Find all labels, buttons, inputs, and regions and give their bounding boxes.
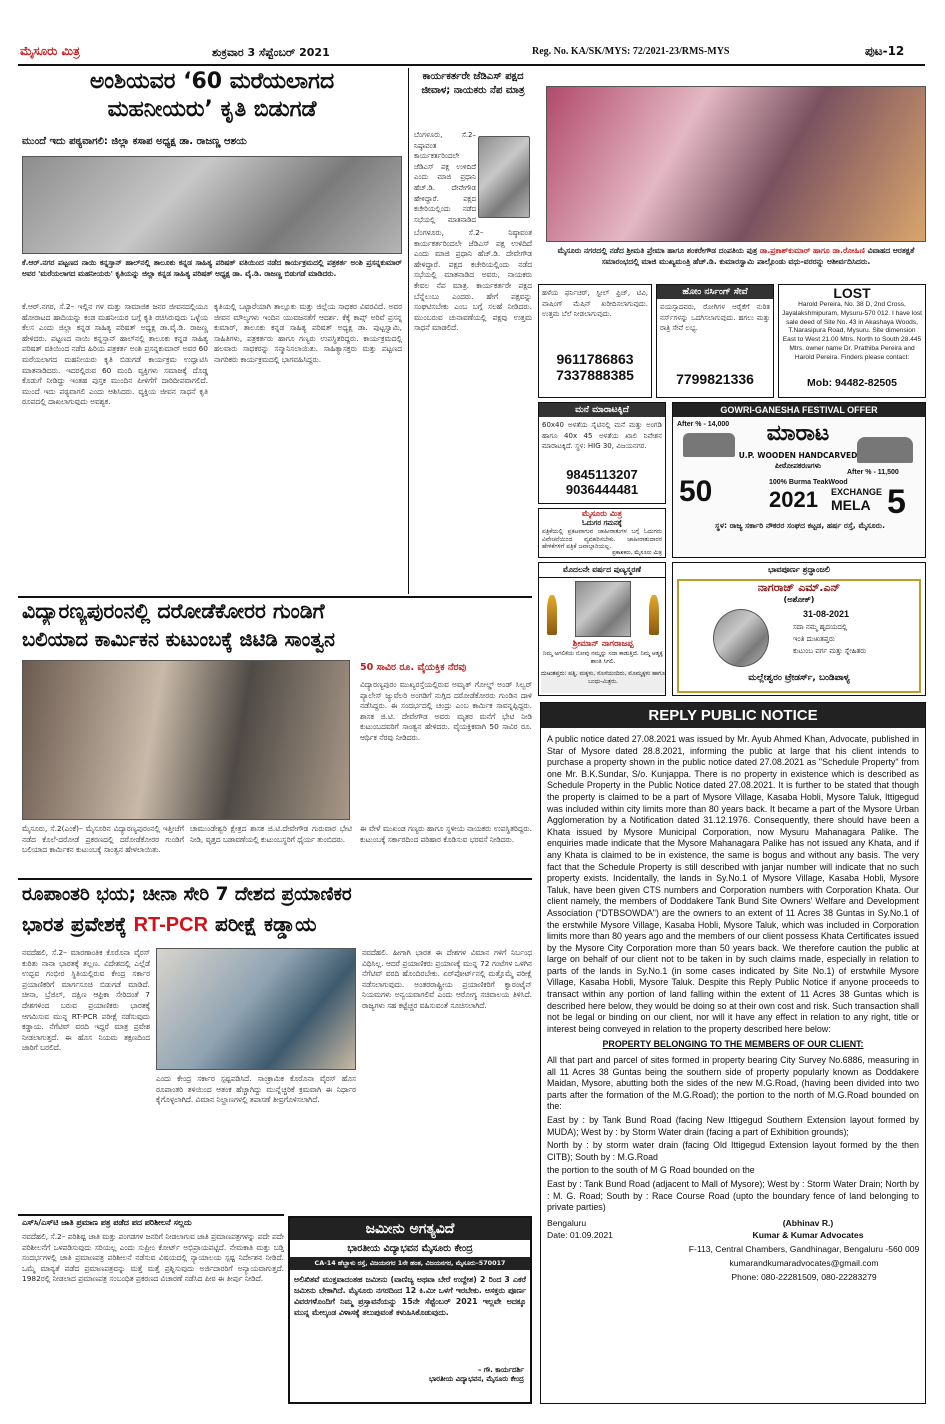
story5-headline: ಎಸ್‌ಸಿ/ಎಸ್‌ಟಿ ಜಾತಿ ಪ್ರಮಾಣ ಪತ್ರ ಪಡೆದ ಪದ ಪರಿಶೀಲನೆ ಸಲ್ಲದು xyxy=(22,1218,192,1227)
mitra-notice-subtitle: ಓದುಗರ ಗಮನಕ್ಕೆ xyxy=(582,519,622,527)
memorial-1-name: ಶ್ರೀಮಾನ್ ನಾಗರಾಜಪ್ಪ xyxy=(572,639,634,649)
gowri-ad-year: 2021 xyxy=(769,487,818,512)
story4-headline-line1: ರೂಪಾಂತರಿ ಭಯ; ಚೀನಾ ಸೇರಿ 7 ದೇಶದ ಪ್ರಯಾಣಿಕರ xyxy=(22,884,352,905)
classified-ad-1 xyxy=(538,284,652,398)
mitra-notice-sign: ಪ್ರಕಾಶಕರು, ಮೈಸೂರು ಮಿತ್ರ xyxy=(612,550,662,556)
memorial-2-alias: (ಅಶೋಕ್) xyxy=(783,595,815,604)
land-ad-sign-2: ಭಾರತೀಯ ವಿದ್ಯಾಭವನ, ಮೈಸೂರು ಕೇಂದ್ರ xyxy=(429,1375,524,1383)
story1-photo xyxy=(22,156,402,254)
story4-headline-part-c: ಪರೀಕ್ಷೆ ಕಡ್ಡಾಯ xyxy=(215,912,317,936)
story2-body: ಬೆಂಗಳೂರು, ಸೆ.2– ನಿಷ್ಠಾವಂತ ಕಾರ್ಯಕರ್ತರಿಂದಲೇ ಜೆಡಿಎಸ್ ಪಕ್ಷ ಉಳಿದಿದೆ ಎಂದು ಮಾಜಿ ಪ್ರಧಾನಿ ಹೆಚ್.ಡಿ. ದೇವೇಗೌಡ ಹೇಳಿದ್ದಾರೆ. ಪಕ್ಷದ ಕಚೇರಿಯಲ್ಲಿಂದು ನಡೆದ ಸಭೆಯಲ್ಲಿ ಮಾತನಾಡಿದ xyxy=(414,131,476,224)
gowri-ad-title: GOWRI-GANESHA FESTIVAL OFFER xyxy=(673,403,925,417)
story3-kicker: 50 ಸಾವಿರ ರೂ. ವೈಯಕ್ತಿಕ ನೆರವು xyxy=(360,662,467,673)
memorial-2-name: ನಾಗರಾಜ್ ಎಮ್.ಎನ್ xyxy=(757,581,841,594)
memorial-1-photo xyxy=(575,581,631,637)
story1-headline-line1: ಅಂಶಿಯವರ ‘60 ಮರೆಯಲಾಗದ xyxy=(89,69,335,94)
story3-body-right: ವಿದ್ಯಾರಣ್ಯಪುರಂ ಮುಖ್ಯರಸ್ತೆಯಲ್ಲಿರುವ ಅಮೃತ್ ಗೋಲ್ಡ್ ಅಂಡ್ ಸಿಲ್ವರ್ ಪ್ಯಾಲೇಸ್ ಜ್ಯುವೆಲರಿ ಅಂಗಡಿಗೆ ನುಗ್ಗಿದ ದರೋಡೆಕೋರರು ಗುಂಡಿನ ದಾಳಿ ನಡೆಸಿದ್ದರು. ಈ ಸಂದರ್ಭದಲ್ಲಿ ಚಂದ್ರು ಎಂಬ ಕಾರ್ಮಿಕ ಸಾವನ್ನಪ್ಪಿದ್ದರು. ಶಾಸಕ ಜಿ.ಟಿ. ದೇವೇಗೌಡ ಅವರು ಮೃತರ ಮನೆಗೆ ಭೇಟಿ ನೀಡಿ ಕುಟುಂಬದವರಿಗೆ ಸಾಂತ್ವನ ಹೇಳಿದರು. ವೈಯಕ್ತಿಕವಾಗಿ 50 ಸಾವಿರ ರೂ. ಆರ್ಥಿಕ ನೆರವು ನೀಡಿದರು. xyxy=(360,680,532,742)
classified-ad-2-phone: 7799821336 xyxy=(676,371,754,387)
memorial-2-date: 31-08-2021 xyxy=(803,609,850,619)
story4-column-2: ಎಂದು ಕೇಂದ್ರ ಸರ್ಕಾರ ಸ್ಪಷ್ಟಪಡಿಸಿದೆ. ಸಾಂಕ್ರಾಮಿಕ ಕೊರೊನಾ ವೈರಸ್ ಹೊಸ ರೂಪಾಂತರಿ ತಳಿಯಿಂದ ಆತಂಕ ಹೆಚ್ಚಾಗಿದ್ದು ಮುನ್ನೆಚ್ಚರಿಕೆ ಕ್ರಮವಾಗಿ ಈ ನಿರ್ಧಾರ ಕೈಗೊಳ್ಳಲಾಗಿದೆ. ವಿಮಾನ ನಿಲ್ದಾಣಗಳಲ್ಲಿ ತಪಾಸಣೆ ತೀವ್ರಗೊಳಿಸಲಾಗಿದೆ. xyxy=(156,1074,356,1105)
classified-ad-2-text: ವಯಸ್ಸಾದವರು, ರೋಗಿಗಳ ಆರೈಕೆಗೆ ನುರಿತ ನರ್ಸ್‌ಗಳನ್ನು ಒದಗಿಸಲಾಗುವುದು. ಹಗಲು ಮತ್ತು ರಾತ್ರಿ ಸೇವೆ ಲಭ್ಯ. xyxy=(660,303,770,333)
mitra-notice-ad xyxy=(538,508,666,558)
memorial-2-line-3: ಕುಟುಂಬ ವರ್ಗ ಮತ್ತು ಸ್ನೇಹಿತರು xyxy=(793,647,867,655)
story4-top-rule xyxy=(18,878,532,880)
classified-ad-2 xyxy=(656,284,774,398)
notice-date: Date: 01.09.2021 xyxy=(547,1229,613,1240)
wedding-caption xyxy=(546,246,926,274)
memorial-1-title: ಮೊದಲನೇ ವರ್ಷದ ಪುಣ್ಯಸ್ಮರಣೆ xyxy=(539,563,665,578)
classified-ad-3 xyxy=(538,402,666,504)
memorial-1-text: ನಿಮ್ಮ ಅಗಲಿಕೆಯ ನೋವು ನಮ್ಮನ್ನು ಸದಾ ಕಾಡುತ್ತಿದೆ. ನಿಮ್ಮ ಆತ್ಮಕ್ಕೆ ಶಾಂತಿ ಸಿಗಲಿ. xyxy=(543,651,663,665)
story4-column-3: ನವದೆಹಲಿ. ಹೀಗಾಗಿ ಭಾರತ ಈ ದೇಶಗಳ ವಿಮಾನ ಗಳಿಗೆ ನಿರ್ಬಂಧ ವಿಧಿಸಿಲ್ಲ. ಆದರೆ ಪ್ರಯಾಣಿಕರು ಪ್ರಯಾಣಕ್ಕೆ ಮುನ್ನ 72 ಗಂಟೆಗಳ ಒಳಗಿನ ನೆಗೆಟಿವ್ ವರದಿ ಹೊಂದಿರಬೇಕು. ಏರ್‌ಪೋರ್ಟ್‌ನಲ್ಲಿ ಮತ್ತೊಮ್ಮೆ ಪರೀಕ್ಷೆ ನಡೆಸಲಾಗುವುದು. ಅಂತರರಾಷ್ಟ್ರೀಯ ಪ್ರಯಾಣಿಕರಿಗೆ ಕ್ವಾರಂಟೈನ್ ನಿಯಮಗಳು ಅನ್ವಯವಾಗಲಿವೆ ಎಂದು ಆರೋಗ್ಯ ಸಚಿವಾಲಯ ತಿಳಿಸಿದೆ. ರಾಜ್ಯಗಳು ಸಹ ಕಟ್ಟೆಚ್ಚರ ವಹಿಸುವಂತೆ ಸೂಚಿಸಲಾಗಿದೆ. xyxy=(362,948,532,1010)
story3-headline-line1: ವಿದ್ಯಾರಣ್ಯಪುರಂನಲ್ಲಿ ದರೋಡೆಕೋರರ ಗುಂಡಿಗೆ xyxy=(22,599,325,623)
masthead-reg: Reg. No. KA/SK/MYS: 72/2021-23/RMS-MYS xyxy=(532,46,730,57)
story2-headline: ಕಾರ್ಯಕರ್ತರೇ ಜೆಡಿಎಸ್ ಪಕ್ಷದ ಜೀವಾಳ; ನಾಯಕರು ನೆಪ ಮಾತ್ರ xyxy=(421,71,525,96)
notice-firm: Kumar & Kumar Advocates xyxy=(752,1229,864,1240)
mitra-notice-title: ಮೈಸೂರು ಮಿತ್ರ xyxy=(582,509,622,518)
story3-headline-line2: ಬಲಿಯಾದ ಕಾರ್ಮಿಕನ ಕುಟುಂಬಕ್ಕೆ ಜಿಟಿಡಿ ಸಾಂತ್ವನ xyxy=(22,628,335,651)
gowri-ad-location: ಸ್ಥಳ: ರಾಜ್ಯ ಸರ್ಕಾರಿ ನೌಕರರ ಸಂಘದ ಕಟ್ಟಡ, ಹರ್ಷ ರಸ್ತೆ, ಮೈಸೂರು. xyxy=(715,521,885,530)
lost-ad-title: LOST xyxy=(833,285,871,301)
notice-title: REPLY PUBLIC NOTICE xyxy=(541,703,925,728)
notice-paragraph-3: East by : by Tank Bund Road (facing New Ittigegud Southern Extension layout formed by MUDA); West by : by Storm Water drain (facing a part of Exhibition grounds); xyxy=(547,1115,919,1137)
story2-portrait xyxy=(478,136,530,218)
story2-body-continued: ಬೆಂಗಳೂರು, ಸೆ.2– ನಿಷ್ಠಾವಂತ ಕಾರ್ಯಕರ್ತರಿಂದಲೇ ಜೆಡಿಎಸ್ ಪಕ್ಷ ಉಳಿದಿದೆ ಎಂದು ಮಾಜಿ ಪ್ರಧಾನಿ ಹೆಚ್.ಡಿ. ದೇವೇಗೌಡ ಹೇಳಿದ್ದಾರೆ. ಪಕ್ಷದ ಕಚೇರಿಯಲ್ಲಿಂದು ನಡೆದ ಸಭೆಯಲ್ಲಿ ಮಾತನಾಡಿದ ಅವರು, ನಾಯಕರು ಕೇವಲ ನೆಪ ಮಾತ್ರ. ಕಾರ್ಯಕರ್ತರೇ ಪಕ್ಷದ ಬೆನ್ನೆಲುಬು ಎಂದರು. ಹೇಗೆ ಪಕ್ಷವನ್ನು ಸಂಘಟಿಸಬೇಕು ಎಂಬ ಬಗ್ಗೆ ಸಲಹೆ ನೀಡಿದರು. ಮುಂಬರುವ ಚುನಾವಣೆಯಲ್ಲಿ ಪಕ್ಷವು ಉತ್ತಮ ಸಾಧನೆ ಮಾಡಲಿದೆ. xyxy=(414,228,532,333)
story4-headline-line2 xyxy=(22,910,532,939)
classified-ad-3-phone-1: 9845113207 xyxy=(566,467,638,482)
gowri-ad-exchange: EXCHANGE xyxy=(831,487,883,497)
notice-paragraph-4: North by : by storm water drain (facing Old Ittigegud Extension layout formed by the then CITB); South by : M.G.Road xyxy=(547,1140,919,1162)
classified-ad-1-phone-2: 7337888385 xyxy=(556,367,634,383)
gowri-ad-sub: U.P. WOODEN HANDCARVED ಪೀಠೋಪಕರಣಗಳು xyxy=(738,451,858,470)
notice-paragraph-1: A public notice dated 27.08.2021 was issued by Mr. Ayub Ahmed Khan, Advocate, published in Star of Mysore dated 28.8.2021, informing the public at large that his client intends to purchase a property shown in the public notice dated 27.08.2021 as "Schedule Property" from one Mr. B.K.Sundar, S/o. Kunjappa. There is no property in existence which is described as Schedule Property in the Public Notice dated 27.08.2021. It is further to be stated that though the property is claimed to be a part of Mysore Village, Kasaba Hobli, Mysore Taluk, Ittigegud was included within city limits more than 80 years back. It became a part of the Mysore Urban Agglomeration by a Notification dated 31.12.1976. Consequently, there should have been a Khata issued by Mysore Municipal Corporation, now Mysuru Mahanagara Palike. The enquiries made indicate that the Mysore Mahanagara Palike has not issued any Khata, and if any Khata is claimed to be in existence, the same is bogus and without any basis. The very fact that the Schedule Property is still described with janjar number will indicate that no such property exists. Incidentally, the lands in Sy.No.1 of Mysore Village, Kasaba Hobli, Mysore Taluk, have been given CTS numbers and Corporation numbers with Corporation Khata. Our client namely, the members of Doddakere Tank Bund Site Owners' Welfare and Development Association ("DTBSOWDA") are the owners to an extent of 11 Acres 38 Guntas in Sy.No.1 of the erstwhile Mysore Village, Kasaba Hobli, Mysore Taluk, which was included in Corporation limits more than 80 years ago and the members of our client possess Khata Certificates issued by the Mysore City Corporation more than 50 years back. We therefore caution the public at large on behalf of our client not to be taken in by such claims made, especially in relation to parts of the lands in Sy.No.1 (in some cases indicated by Site No.1) of erstwhile Mysore Village, Kasaba Hobli, Mysore Taluk. Despite this Reply Public Notice if anyone proceeds to transact within any portion of land falling within the extent of 11 Acres 38 Guntas which is described here below, they would be doing so at their own cost and risk. Such transaction shall not be legal or binding on our client, nor will it have any effect in relation to any right, title or interest being conveyed in relation to the property described here below: xyxy=(547,734,919,1034)
gowri-ad-mela: MELA xyxy=(831,497,871,513)
classified-ad-3-title: ಮನೆ ಮಾರಾಟಕ್ಕಿದೆ xyxy=(539,403,665,417)
memorial-2-line-1: ಸದಾ ನಮ್ಮ ಹೃದಯದಲ್ಲಿ xyxy=(793,623,848,631)
wedding-caption-text: ಮೈಸೂರು ನಗರದಲ್ಲಿ ನಡೆದ ಶ್ರೀಮತಿ ಪ್ರೇಮಾ ಹಾಗೂ ಶಂಕರೇಗೌಡ ದಂಪತಿಯ ಪುತ್ರ xyxy=(557,246,758,255)
classified-ad-1-text: ಹಳೆಯ ಫರ್ನಿಚರ್, ಸ್ಟೀಲ್ ಫ್ರಿಜ್, ಟಿವಿ, ವಾಷಿಂಗ್ ಮೆಷಿನ್ ಖರೀದಿಸಲಾಗುವುದು. ಉತ್ತಮ ಬೆಲೆ ನೀಡಲಾಗುವುದು. xyxy=(542,289,648,319)
story1-headline-line2: ಮಹನೀಯರು’ ಕೃತಿ ಬಿಡುಗಡೆ xyxy=(107,97,317,122)
memorial-2-title: ಭಾವಪೂರ್ಣ ಶ್ರದ್ಧಾಂಜಲಿ xyxy=(767,565,831,574)
notice-phone: Phone: 080-22281509, 080-22283279 xyxy=(731,1271,877,1282)
land-ad-title: ಜಮೀನು ಅಗತ್ಯವಿದೆ xyxy=(290,1218,530,1240)
story3-body-middle: ಚಾಮುಂಡೇಶ್ವರಿ ಕ್ಷೇತ್ರದ ಶಾಸಕ ಜಿ.ಟಿ.ದೇವೇಗೌಡ ಗುರುವಾರ ಭೇಟಿ ನೀಡಿ, ವೃತ್ತದ ಬಡಾವಣೆಯಲ್ಲಿ ಕುಟುಂಬಸ್ಥರಿಗೆ ಧೈರ್ಯ ತುಂಬಿದರು. xyxy=(190,824,352,844)
wedding-caption-name: ಡಾ.ಪ್ರಕಾಶ್‌ಕುಮಾರ್ ಹಾಗೂ ಡಾ.ರೋಹಿಣಿ xyxy=(759,246,865,255)
classified-ad-3-phone-2: 9036444481 xyxy=(565,482,639,497)
notice-subhead: PROPERTY BELONGING TO THE MEMBERS OF OUR CLIENT: xyxy=(602,1039,864,1050)
classified-ad-3-text: 60x40 ಅಳತೆಯ ಸೈಟಿನಲ್ಲಿ ಮನೆ ಮತ್ತು ಅಂಗಡಿ ಹಾಗೂ 40x 45 ಅಳತೆಯ ಖಾಲಿ ನಿವೇಶನ ಮಾರಾಟಕ್ಕಿದೆ. ಸ್ಥಳ: HIG 30, ವಿಜಯನಗರ. xyxy=(542,421,662,451)
land-ad-org: ಭಾರತೀಯ ವಿದ್ಯಾಭವನ ಮೈಸೂರು ಕೇಂದ್ರ xyxy=(347,1243,473,1254)
memorial-ad-2 xyxy=(672,562,926,696)
gowri-ad-percent: 50 xyxy=(679,475,713,508)
lost-ad-text: Harold Pereira, No. 38 D, 2nd Cross, Jayalakshmipuram, Mysuru-570 012. I have lost sale deed of Site No. 43 in Akashaya Woods, T.Narasipura Road, Mysuru. Site dimension East to West 21.00 Mtrs. North to South 28.445 Mtrs. owner name Dr. Prathiba Pereira and Harold Pereira. Finders please contact: xyxy=(782,301,922,361)
story4-headline-part-a: ಭಾರತ ಪ್ರವೇಶಕ್ಕೆ xyxy=(22,912,127,936)
memorial-2-photo xyxy=(713,609,769,667)
lost-ad-phone: Mob: 94482-82505 xyxy=(807,377,897,389)
story4-column-1: ನವದೆಹಲಿ, ಸೆ.2– ಮಾರಣಾಂತಿಕ ಕೊರೊನಾ ವೈರಸ್ ಕುರಿತು ನಾನಾ ಭಾರತಕ್ಕೆ ತಲ್ಲಣ. ವಿದೇಶದಲ್ಲಿ ಎಲ್ಲೆಡೆ ಉದ್ಭವ ಗಂಭೀರ ಸ್ಥಿತಿಯಲ್ಲಿರುವ ಕೇಂದ್ರ ಸರ್ಕಾರ ಪ್ರಯಾಣಿಕರಿಗೆ ಮಾರ್ಗಸೂಚಿ ಬಿಡುಗಡೆ ಮಾಡಿದೆ. ಚೀನಾ, ಬ್ರೆಜಿಲ್, ದಕ್ಷಿಣ ಆಫ್ರಿಕಾ ಸೇರಿದಂತೆ 7 ದೇಶಗಳಿಂದ ಬರುವ ಪ್ರಯಾಣಿಕರು ಭಾರತಕ್ಕೆ ಆಗಮಿಸುವ ಮುನ್ನ RT-PCR ಪರೀಕ್ಷೆ ನಡೆಸುವುದು ಕಡ್ಡಾಯ. ನೆಗೆಟಿವ್ ವರದಿ ಇದ್ದರೆ ಮಾತ್ರ ಪ್ರವೇಶ ನೀಡಲಾಗುತ್ತದೆ. ಈ ಹೊಸ ನಿಯಮ ತಕ್ಷಣದಿಂದ ಜಾರಿಗೆ ಬರಲಿದೆ. xyxy=(22,948,150,1053)
land-ad-body: ಅಲಿಖಿತವೆ ಮುಕ್ತವಾದಂತಹ ಜಮೀನು (ವಾಣಿಜ್ಯ ಅಥವಾ ಬೇರೆ ಉದ್ದೇಶ) 2 ರಿಂದ 3 ಎಕರೆ ಜಮೀನು ಬೇಕಾಗಿದೆ. ಮೈಸೂರು ನಗರದಿಂದ 12 ಕಿ.ಮೀ ಒಳಗೆ ಇರಬೇಕು. ಆಸಕ್ತರು ಪೂರ್ಣ ವಿವರಗಳೊಂದಿಗೆ ನಿಮ್ಮ ಪ್ರಸ್ತಾವನೆಯನ್ನು 15ನೇ ಸೆಪ್ಟೆಂಬರ್ 2021 ಇಲ್ಲವೇ ಅದಕ್ಕೂ ಮುನ್ನ ಮೇಲ್ಕಂಡ ವಿಳಾಸಕ್ಕೆ ತಲುಪುವಂತೆ ಕಳುಹಿಸಿಕೊಡುವುದು. xyxy=(294,1275,526,1317)
reply-public-notice xyxy=(540,702,926,1404)
memorial-1-family: ದುಃಖತಪ್ತರು: ಪತ್ನಿ, ಮಕ್ಕಳು, ಸೊಸೆಯಂದಿರು, ಮೊಮ್ಮಕ್ಕಳು ಹಾಗೂ ಬಂಧು-ಮಿತ್ರರು. xyxy=(541,671,665,693)
notice-signer: (Abhinav R.) xyxy=(782,1217,834,1228)
lamp-icon xyxy=(547,595,557,635)
story1-column-2: ಕೃತಿಯಲ್ಲಿ ಒಟ್ಟಾರೆಯಾಗಿ ತಾಲ್ಲೂಕು ಮತ್ತು ಜಿಲ್ಲೆಯ ಸಾಧಕರ ವಿವರವಿದೆ. ಅವರ ಜೀವನ ಮೌಲ್ಯಗಳು ಇಂದಿನ ಯುವಜನತೆಗೆ ಆದರ್ಶ. ಕೆಕ್ಕೆ ಕಾಪ್ಸ್ ಅರಿವೆ ಪ್ರಸನ್ನ ಕುಮಾರ್, ತಾಲೂಕು ಕನ್ನಡ ಸಾಹಿತ್ಯ ಪರಿಷತ್ ಅಧ್ಯಕ್ಷ ಡಾ. ಪುಟ್ಟಸ್ವಾಮಿ, ಸಾಹಿತಿಗಳು, ಪತ್ರಕರ್ತರು ಹಾಗೂ ಗಣ್ಯರು ಉಪಸ್ಥಿತರಿದ್ದರು. ಕಾರ್ಯಕ್ರಮದಲ್ಲಿ ಹಲವಾರು ಸಾಧಕರನ್ನು ಸನ್ಮಾನಿಸಲಾಯಿತು. ಸಾಹಿತ್ಯಾಸಕ್ತರು ಮತ್ತು ಪಟ್ಟಣದ ನಾಗರಿಕರು ಕಾರ್ಯಕ್ರಮದಲ್ಲಿ ಭಾಗವಹಿಸಿದ್ದರು. xyxy=(214,302,402,364)
land-ad-address: CA-14 ಹೆಬ್ಬಾಳು ರಸ್ತೆ, ವಿಜಯನಗರ 1ನೇ ಹಂತ, ವಿಜಯನಗರ, ಮೈಸೂರು–570017 xyxy=(290,1257,530,1270)
land-required-ad xyxy=(288,1216,532,1404)
story3-body-left: ಮೈಸೂರು, ಸೆ.2(ಎಂಕೆ)– ಮೈಸೂರಿನ ವಿದ್ಯಾರಣ್ಯಪುರಂನಲ್ಲಿ ಇತ್ತೀಚೆಗೆ ನಡೆದ ಕೊಲೆ-ದರೋಡೆ ಪ್ರಕರಣದಲ್ಲಿ ದರೋಡೆಕೋರರ ಗುಂಡಿಗೆ ಬಲಿಯಾದ ಕಾರ್ಮಿಕನ ಕುಟುಂಬಕ್ಕೆ ಸಾಂತ್ವನ ಹೇಳಲಾಯಿತು. xyxy=(22,824,184,855)
column-divider xyxy=(408,68,409,594)
story4-photo xyxy=(156,948,356,1070)
land-ad-sign: – ಗೌ. ಕಾರ್ಯದರ್ಶಿ xyxy=(477,1366,524,1374)
story3-photo xyxy=(22,660,350,820)
gowri-ad-after-1: After % - 14,000 xyxy=(677,421,730,428)
masthead-logo: ಮೈಸೂರು ಮಿತ್ರ xyxy=(20,44,80,58)
sofa-image-2 xyxy=(857,437,913,463)
memorial-2-line-2: ಇಂತಿ ದುಃಖತಪ್ತರು xyxy=(793,635,835,643)
masthead-page: ಪುಟ-12 xyxy=(865,44,905,58)
notice-email[interactable]: kumarandkumaradvocates@gmail.com xyxy=(729,1257,879,1268)
gowri-ganesha-ad xyxy=(672,402,926,558)
gowri-ad-brand: ಮಾರಾಟ xyxy=(766,421,830,446)
gowri-ad-after-2: After % - 11,500 xyxy=(847,469,899,476)
sofa-image xyxy=(683,433,735,457)
classified-ad-2-title: ಹೋಂ ನರ್ಸಿಂಗ್ ಸೇವೆ xyxy=(657,285,773,299)
story3-body-middle-2: ಈ ವೇಳೆ ಮುಖಂಡ ಗಣ್ಯರು ಹಾಗೂ ಸ್ಥಳೀಯ ನಾಯಕರು ಉಪಸ್ಥಿತರಿದ್ದರು. ಕುಟುಂಬಕ್ಕೆ ಸರ್ಕಾರದಿಂದ ಪರಿಹಾರ ಕೊಡಿಸುವ ಭರವಸೆ ನೀಡಿದರು. xyxy=(360,824,532,844)
notice-place: Bengaluru xyxy=(547,1217,587,1228)
memorial-2-sign: ಮಲ್ಲೇಶ್ವರಂ ಟ್ರೇಡರ್ಸ್, ಬಂಡಿಪಾಳ್ಯ xyxy=(748,673,850,683)
story1-subhead: ಮುಂದೆ ಇದು ಪಠ್ಯವಾಗಲಿ: ಜಿಲ್ಲಾ ಕಸಾಪ ಅಧ್ಯಕ್ಷ ಡಾ. ರಾಜಣ್ಣ ಆಶಯ xyxy=(22,136,247,147)
masthead-date: ಶುಕ್ರವಾರ 3 ಸೆಪ್ಟೆಂಬರ್ 2021 xyxy=(212,46,330,59)
notice-paragraph-2: All that part and parcel of sites formed in property bearing City Survey No.6886, measuring in all 11 Acres 38 Guntas being the southern side of property popularly known as Doddakere Maidan, Mysore, abutting both the sides of the new M.G.Road, (having been divided into two parts after the formation of the M.G.Road); the portion to the north of M.G.Road bounded on the: xyxy=(547,1055,919,1112)
story5-body: ನವದೆಹಲಿ, ಸೆ.2– ಪರಿಶಿಷ್ಟ ಜಾತಿ ಮತ್ತು ಪಂಗಡಗಳ ಜನರಿಗೆ ನೀಡಲಾಗುವ ಜಾತಿ ಪ್ರಮಾಣಪತ್ರಗಳನ್ನು ಪದೇ ಪದೇ ಪರಿಶೀಲನೆಗೆ ಒಳಪಡಿಸುವುದು ಸರಿಯಲ್ಲ ಎಂದು ಸುಪ್ರೀಂ ಕೋರ್ಟ್ ಅಭಿಪ್ರಾಯಪಟ್ಟಿದೆ. ನೇಮಕಾತಿ ಮತ್ತು ಬಡ್ತಿ ಸಂದರ್ಭಗಳಲ್ಲಿ ಜಾತಿ ಪ್ರಮಾಣಪತ್ರ ಪರಿಶೀಲನೆ ನಡೆಸುವ ವಿಷಯದಲ್ಲಿ ನ್ಯಾಯಾಲಯ ಸ್ಪಷ್ಟ ನಿರ್ದೇಶನ ನೀಡಿದೆ. ಒಮ್ಮೆ ಮಾನ್ಯತೆ ಪಡೆದ ಪ್ರಮಾಣಪತ್ರವನ್ನು ಮತ್ತೆ ಮತ್ತೆ ಪ್ರಶ್ನಿಸುವುದು ಅರ್ಜಿದಾರರಿಗೆ ಅನ್ಯಾಯವಾಗುತ್ತದೆ. 1982ರಲ್ಲಿ ನೀಡಲಾದ ಪ್ರಮಾಣಪತ್ರ ಸಂಬಂಧಿತ ಪ್ರಕರಣದ ವಿಚಾರಣೆ ನಡೆಸಿದ ಪೀಠ ಈ ತೀರ್ಪು ನೀಡಿದೆ. xyxy=(22,1232,284,1284)
lost-ad xyxy=(778,284,926,398)
notice-paragraph-5: the portion to the south of M G Road bounded on the xyxy=(547,1165,755,1176)
story5-top-rule xyxy=(18,1214,284,1216)
lamp-icon-right xyxy=(649,595,659,635)
memorial-ad-1 xyxy=(538,562,666,696)
notice-address: F-113, Central Chambers, Gandhinagar, Bengaluru -560 009 xyxy=(688,1243,920,1254)
gowri-ad-five: 5 xyxy=(887,483,906,521)
gowri-ad-teak: 100% Burma TeakWood xyxy=(769,479,848,486)
story1-caption: ಕೆ.ಆರ್.ನಗರ ಪಟ್ಟಣದ ನಾಯಿ ಕನ್ನಸ್ತಾನ್ ಹಾಲ್‌ನಲ್ಲಿ ತಾಲೂಕು ಕನ್ನಡ ಸಾಹಿತ್ಯ ಪರಿಷತ್ ವತಿಯಿಂದ ನಡೆದ ಕಾರ್ಯಕ್ರಮದಲ್ಲಿ ಪತ್ರಕರ್ತ ಅಂಶಿ ಪ್ರಸನ್ನಕುಮಾರ್ ಅವರ 'ಮರೆಯಲಾಗದ ಮಹನೀಯರು' ಕೃತಿಯನ್ನು ಜಿಲ್ಲಾ ಕನ್ನಡ ಸಾಹಿತ್ಯ ಪರಿಷತ್ ಅಧ್ಯಕ್ಷ ಡಾ. ವೈ.ಡಿ. ರಾಜಣ್ಣ ಬಿಡುಗಡೆ ಮಾಡಿದರು. xyxy=(22,258,402,278)
story1-column-1: ಕೆ.ಆರ್.ನಗರ, ಸೆ.2– ಇಲ್ಲಿನ ಗಳ ಮತ್ತು ಸಾಮಾಜಿಕ ಜನರ ಜೀವನದಲ್ಲಿಯೂ ಹೋರಾಟದ ಹಾದಿಯನ್ನು ಕಂಡ ಮಹನೀಯರ ಬಗ್ಗೆ ಕೃತಿ ರಚಿಸಿರುವುದು ಒಳ್ಳೆಯ ಕೆಲಸ ಎಂದು ಜಿಲ್ಲಾ ಕನ್ನಡ ಸಾಹಿತ್ಯ ಪರಿಷತ್ ಅಧ್ಯಕ್ಷ ಡಾ.ವೈ.ಡಿ. ರಾಜಣ್ಣ ಹೇಳಿದರು. ಪಟ್ಟಣದ ನಾಯಿ ಕನ್ನಸ್ತಾನ್ ಹಾಲ್‌ನಲ್ಲಿ ತಾಲೂಕು ಕನ್ನಡ ಸಾಹಿತ್ಯ ಪರಿಷತ್ ವತಿಯಿಂದ ನಡೆದ ಹಿರಿಯ ಪತ್ರಕರ್ತ ಅಂಶಿ ಪ್ರಸನ್ನಕುಮಾರ್ ಅವರ 60 ಮರೆಯಲಾಗದ ಮಹನೀಯರು ಕೃತಿ ಬಿಡುಗಡೆ ಕಾರ್ಯಕ್ರಮ ಉದ್ಘಾಟಿಸಿ ಮಾತನಾಡಿದರು. ಇದರಲ್ಲಿರುವ 60 ಮಂದಿ ವ್ಯಕ್ತಿಗಳು ಸಮಾಜಕ್ಕೆ ದೊಡ್ಡ ಕೊಡುಗೆ ನೀಡಿದ್ದು ಇಂತಹ ಪುಸ್ತಕ ಮುಂದಿನ ಪೀಳಿಗೆಗೆ ದಾರಿದೀಪವಾಗಲಿದೆ. ಮುಂದೆ ಇದು ಪಠ್ಯವಾಗಲಿ ಎಂದು ಆಶಿಸಿದರು. ವ್ಯಕ್ತಿಯ ಜೀವನ ಸಾಧನೆ ಕೃತಿ ರೂಪದಲ್ಲಿ ದಾಖಲಾಗುವುದು ಅವಶ್ಯಕ. xyxy=(22,302,208,407)
story4-headline-part-b: RT-PCR xyxy=(133,914,209,936)
mitra-notice-text: ಪತ್ರಿಕೆಯಲ್ಲಿ ಪ್ರಕಟವಾಗುವ ಜಾಹೀರಾತುಗಳ ಬಗ್ಗೆ ಓದುಗರು ವಿವೇಚನೆಯಿಂದ ವ್ಯವಹರಿಸಬೇಕು. ಜಾಹೀರಾತುದಾರರ ಹೇಳಿಕೆಗಳಿಗೆ ಪತ್ರಿಕೆ ಜವಾಬ್ದಾರಿಯಲ್ಲ. xyxy=(542,528,662,550)
classified-ad-1-phone-1: 9611786863 xyxy=(556,351,634,367)
notice-paragraph-6: East by : Tank Bund Road (adjacent to Mall of Mysore); West by : Storm Water Drain; North by : M. G. Road; South by : Race Course Road (upto the boundary fence of land belonging to private parties) xyxy=(547,1178,919,1213)
masthead-rule xyxy=(18,64,925,66)
wedding-caption-tail: ವಿವಾಹದ ಆರತಕ್ಷತೆ ಸಮಾರಂಭದಲ್ಲಿ ಮಾಜಿ ಮುಖ್ಯಮಂತ್ರಿ ಹೆಚ್.ಡಿ. ಕುಮಾರಸ್ವಾಮಿ ಪಾಲ್ಗೊಂಡು ವಧು-ವರರನ್ನು ಆಶೀರ್ವದಿಸಿದರು. xyxy=(601,246,915,266)
wedding-photo xyxy=(546,86,926,242)
